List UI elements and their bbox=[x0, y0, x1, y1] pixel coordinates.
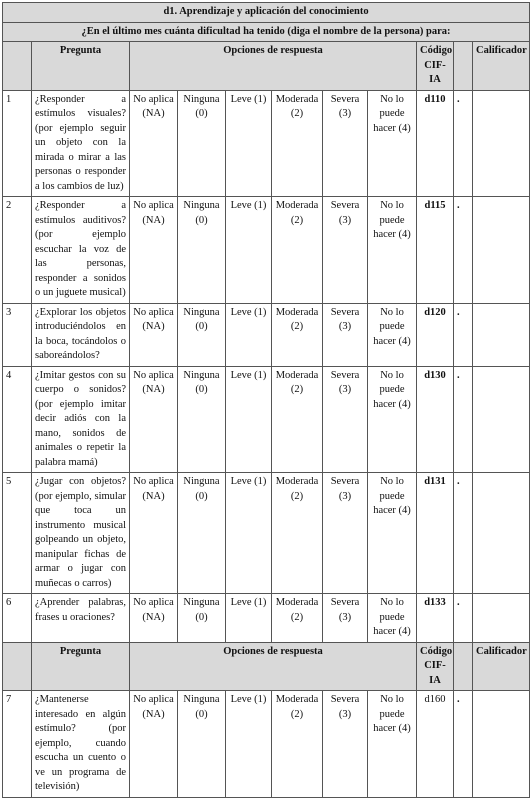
response-option[interactable] bbox=[226, 303, 272, 366]
qualifier-mark: . bbox=[454, 473, 473, 594]
header-pregunta: Pregunta bbox=[32, 42, 130, 91]
response-option[interactable] bbox=[226, 473, 272, 594]
option-label: (NA) bbox=[142, 611, 165, 623]
option-label: Moderada bbox=[275, 597, 319, 608]
response-option[interactable] bbox=[178, 594, 226, 643]
option-label: puede bbox=[379, 384, 405, 395]
header-calificador: Calificador bbox=[473, 42, 530, 91]
option-label: No aplica bbox=[133, 597, 174, 608]
qualifier-field[interactable] bbox=[473, 366, 530, 473]
question-text: ¿Explorar los objetos introduciéndolos en la boca, tocándolos o saboreándolos? bbox=[32, 303, 130, 366]
qualifier-field[interactable] bbox=[473, 303, 530, 366]
qualifier-mark: . bbox=[454, 303, 473, 366]
response-option[interactable] bbox=[368, 366, 417, 473]
cif-code: d133 bbox=[417, 594, 454, 643]
option-label: (3) bbox=[338, 708, 352, 720]
option-label: (0) bbox=[195, 708, 208, 720]
option-label: puede bbox=[379, 708, 405, 720]
questionnaire-table bbox=[2, 2, 530, 798]
header-opciones: Opciones de respuesta bbox=[130, 42, 417, 91]
response-option[interactable] bbox=[323, 594, 368, 643]
table-row bbox=[3, 594, 530, 643]
option-label: No lo bbox=[380, 476, 404, 487]
option-label: Severa bbox=[330, 476, 360, 487]
option-label: Moderada bbox=[275, 200, 319, 211]
option-label: hacer (4) bbox=[373, 626, 411, 637]
option-label: (2) bbox=[290, 108, 304, 119]
option-label: Ninguna bbox=[183, 369, 220, 381]
table-row bbox=[3, 366, 530, 473]
response-option[interactable] bbox=[323, 366, 368, 473]
qualifier-field[interactable] bbox=[473, 90, 530, 197]
option-label: (2) bbox=[290, 214, 304, 226]
header-opciones: Opciones de respuesta bbox=[130, 642, 417, 691]
header-row bbox=[3, 642, 530, 691]
option-label: Severa bbox=[330, 369, 360, 381]
option-label: Leve (1) bbox=[230, 694, 267, 705]
question-text: ¿Responder a estímulos visuales? (por ejemplo seguir un objeto con la mirada o mirar a las personas o responder a los cambios de luz) bbox=[32, 90, 130, 197]
response-option[interactable] bbox=[368, 303, 417, 366]
response-option[interactable] bbox=[130, 594, 178, 643]
option-label: hacer (4) bbox=[373, 122, 411, 134]
option-label: (NA) bbox=[142, 708, 165, 720]
option-label: Ninguna bbox=[183, 306, 220, 318]
response-option[interactable] bbox=[323, 691, 368, 798]
response-option[interactable] bbox=[323, 90, 368, 197]
response-option[interactable] bbox=[368, 197, 417, 304]
response-option[interactable] bbox=[226, 594, 272, 643]
cif-code: d131 bbox=[417, 473, 454, 594]
option-label: No lo bbox=[380, 694, 404, 705]
response-option[interactable] bbox=[226, 197, 272, 304]
header-empty bbox=[3, 642, 32, 691]
response-option[interactable] bbox=[226, 90, 272, 197]
response-option[interactable] bbox=[272, 90, 323, 197]
option-label: No lo bbox=[380, 597, 404, 608]
option-label: Leve (1) bbox=[230, 93, 267, 105]
option-label: Moderada bbox=[275, 694, 319, 705]
option-label: Ninguna bbox=[183, 476, 220, 487]
option-label: (2) bbox=[290, 708, 304, 720]
option-label: (2) bbox=[290, 321, 304, 332]
option-label: Leve (1) bbox=[230, 306, 267, 318]
response-option[interactable] bbox=[272, 691, 323, 798]
option-label: (3) bbox=[338, 321, 352, 332]
header-codigo-line1: Código bbox=[420, 45, 453, 56]
option-label: hacer (4) bbox=[373, 398, 411, 410]
option-label: Severa bbox=[330, 200, 360, 211]
option-label: puede bbox=[379, 611, 405, 623]
option-label: Ninguna bbox=[183, 694, 220, 705]
response-option[interactable] bbox=[368, 473, 417, 594]
option-label: (0) bbox=[195, 214, 208, 226]
cif-code: d115 bbox=[417, 197, 454, 304]
option-label: (NA) bbox=[142, 321, 165, 332]
option-label: (2) bbox=[290, 611, 304, 623]
option-label: No aplica bbox=[133, 200, 174, 211]
option-label: (3) bbox=[338, 108, 352, 119]
response-option[interactable] bbox=[130, 366, 178, 473]
form-container bbox=[2, 2, 529, 798]
response-option[interactable] bbox=[323, 197, 368, 304]
option-label: hacer (4) bbox=[373, 723, 411, 734]
option-label: (0) bbox=[195, 321, 208, 332]
option-label: (0) bbox=[195, 384, 208, 395]
option-label: No lo bbox=[380, 369, 404, 381]
cif-code: d160 bbox=[417, 691, 454, 798]
row-number: 7 bbox=[3, 691, 32, 798]
response-option[interactable] bbox=[130, 691, 178, 798]
response-option[interactable] bbox=[323, 303, 368, 366]
option-label: hacer (4) bbox=[373, 505, 411, 516]
response-option[interactable] bbox=[368, 691, 417, 798]
option-label: Moderada bbox=[275, 93, 319, 105]
option-label: Ninguna bbox=[183, 200, 220, 211]
response-option[interactable] bbox=[178, 197, 226, 304]
response-option[interactable] bbox=[368, 594, 417, 643]
option-label: (0) bbox=[195, 490, 208, 502]
response-option[interactable] bbox=[178, 691, 226, 798]
option-label: puede bbox=[379, 214, 405, 226]
qualifier-field[interactable] bbox=[473, 691, 530, 798]
option-label: (NA) bbox=[142, 384, 165, 395]
option-label: No aplica bbox=[133, 93, 174, 105]
option-label: (3) bbox=[338, 490, 352, 502]
qualifier-field[interactable] bbox=[473, 473, 530, 594]
option-label: No aplica bbox=[133, 306, 174, 318]
header-empty bbox=[3, 42, 32, 91]
header-mark-empty bbox=[454, 42, 473, 91]
qualifier-field[interactable] bbox=[473, 197, 530, 304]
header-calificador: Calificador bbox=[473, 642, 530, 691]
option-label: No aplica bbox=[133, 369, 174, 381]
qualifier-mark: . bbox=[454, 90, 473, 197]
question-text: ¿Aprender palabras, frases u oraciones? bbox=[32, 594, 130, 643]
option-label: Severa bbox=[330, 694, 360, 705]
header-codigo-line1: Código bbox=[420, 645, 453, 657]
option-label: Ninguna bbox=[183, 93, 220, 105]
option-label: (0) bbox=[195, 611, 208, 623]
qualifier-mark: . bbox=[454, 197, 473, 304]
row-number: 2 bbox=[3, 197, 32, 304]
table-row bbox=[3, 90, 530, 197]
option-label: Leve (1) bbox=[230, 200, 267, 211]
response-option[interactable] bbox=[178, 366, 226, 473]
cif-code: d130 bbox=[417, 366, 454, 473]
table-row bbox=[3, 691, 530, 798]
header-codigo bbox=[417, 42, 454, 91]
header-pregunta: Pregunta bbox=[32, 642, 130, 691]
option-label: (0) bbox=[195, 108, 208, 119]
table-row bbox=[3, 197, 530, 304]
option-label: puede bbox=[379, 490, 405, 502]
response-option[interactable] bbox=[178, 303, 226, 366]
response-option[interactable] bbox=[272, 366, 323, 473]
option-label: No lo bbox=[380, 306, 404, 318]
table-row bbox=[3, 303, 530, 366]
header-codigo-line2: CIF-IA bbox=[424, 660, 446, 686]
header-codigo bbox=[417, 642, 454, 691]
qualifier-mark: . bbox=[454, 691, 473, 798]
section-title: d1. Aprendizaje y aplicación del conocimiento bbox=[3, 3, 530, 23]
option-label: Leve (1) bbox=[230, 597, 267, 608]
row-number: 5 bbox=[3, 473, 32, 594]
response-option[interactable] bbox=[323, 473, 368, 594]
option-label: Severa bbox=[330, 93, 360, 105]
option-label: Severa bbox=[330, 597, 360, 608]
question-text: ¿Mantenerse interesado en algún estímulo? (por ejemplo, cuando escucha un cuento o ve un programa de televisión) bbox=[32, 691, 130, 798]
response-option[interactable] bbox=[272, 473, 323, 594]
option-label: hacer (4) bbox=[373, 335, 411, 347]
question-text: ¿Imitar gestos con su cuerpo o sonidos? (por ejemplo imitar decir adiós con la mano, sonidos de animales o repetir la palabra mamá) bbox=[32, 366, 130, 473]
option-label: puede bbox=[379, 321, 405, 332]
option-label: (3) bbox=[338, 214, 352, 226]
header-mark-empty bbox=[454, 642, 473, 691]
response-option[interactable] bbox=[178, 473, 226, 594]
response-option[interactable] bbox=[130, 197, 178, 304]
table-row bbox=[3, 473, 530, 594]
response-option[interactable] bbox=[130, 473, 178, 594]
option-label: (2) bbox=[290, 490, 304, 502]
option-label: Moderada bbox=[275, 306, 319, 318]
cif-code: d120 bbox=[417, 303, 454, 366]
row-number: 6 bbox=[3, 594, 32, 643]
option-label: Severa bbox=[330, 306, 360, 318]
qualifier-mark: . bbox=[454, 594, 473, 643]
option-label: (3) bbox=[338, 384, 352, 395]
response-option[interactable] bbox=[272, 197, 323, 304]
option-label: (NA) bbox=[142, 490, 165, 502]
instruction-text: ¿En el último mes cuánta dificultad ha tenido (diga el nombre de la persona) para: bbox=[3, 22, 530, 42]
header-row bbox=[3, 42, 530, 91]
option-label: Ninguna bbox=[183, 597, 220, 608]
response-option[interactable] bbox=[272, 303, 323, 366]
cif-code: d110 bbox=[417, 90, 454, 197]
response-option[interactable] bbox=[368, 90, 417, 197]
option-label: No aplica bbox=[133, 476, 174, 487]
response-option[interactable] bbox=[226, 366, 272, 473]
option-label: hacer (4) bbox=[373, 229, 411, 240]
option-label: (3) bbox=[338, 611, 352, 623]
option-label: No lo bbox=[380, 93, 404, 105]
option-label: Moderada bbox=[275, 476, 319, 487]
option-label: No lo bbox=[380, 200, 404, 211]
option-label: Leve (1) bbox=[230, 476, 267, 487]
header-codigo-line2: CIF-IA bbox=[424, 59, 446, 85]
option-label: (2) bbox=[290, 384, 304, 395]
row-number: 4 bbox=[3, 366, 32, 473]
question-text: ¿Responder a estímulos auditivos? (por ejemplo escuchar la voz de las personas, responder a sonidos o un juguete musical) bbox=[32, 197, 130, 304]
response-option[interactable] bbox=[226, 691, 272, 798]
qualifier-mark: . bbox=[454, 366, 473, 473]
question-text: ¿Jugar con objetos? (por ejemplo, simular que toca un instrumento musical golpeando un objeto, manipular fichas de armar o jugar con muñecas o carros) bbox=[32, 473, 130, 594]
response-option[interactable] bbox=[130, 90, 178, 197]
qualifier-field[interactable] bbox=[473, 594, 530, 643]
option-label: (NA) bbox=[142, 214, 165, 226]
option-label: puede bbox=[379, 108, 405, 119]
row-number: 3 bbox=[3, 303, 32, 366]
option-label: Moderada bbox=[275, 369, 319, 381]
response-option[interactable] bbox=[272, 594, 323, 643]
option-label: (NA) bbox=[142, 108, 165, 119]
row-number: 1 bbox=[3, 90, 32, 197]
option-label: Leve (1) bbox=[230, 369, 267, 381]
response-option[interactable] bbox=[130, 303, 178, 366]
response-option[interactable] bbox=[178, 90, 226, 197]
option-label: No aplica bbox=[133, 694, 174, 705]
